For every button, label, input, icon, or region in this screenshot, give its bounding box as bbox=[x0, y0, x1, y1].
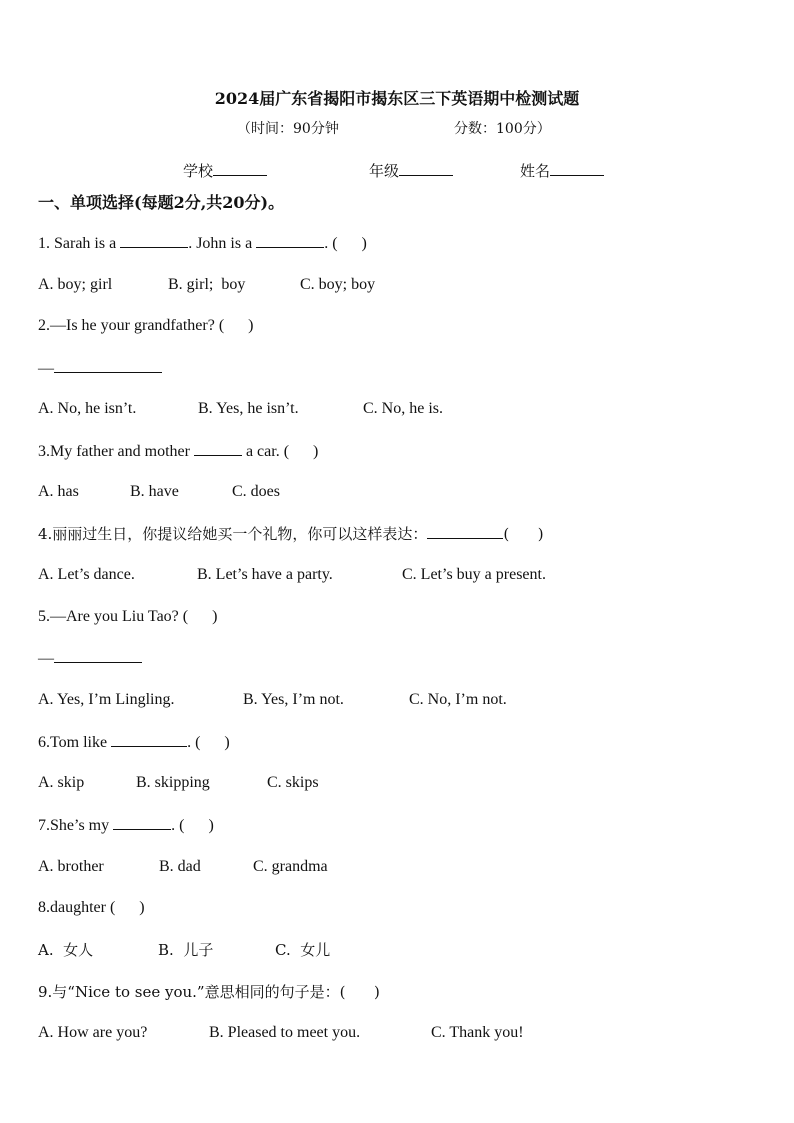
exam-info bbox=[0, 118, 794, 138]
question-5: 5.—Are you Liu Tao? ( ) bbox=[38, 608, 218, 625]
q1-blank-2[interactable] bbox=[256, 233, 324, 248]
q8-option-b[interactable]: B. 儿子 bbox=[158, 941, 214, 959]
q5-answer-line: — bbox=[38, 648, 142, 668]
q4-option-a[interactable]: A. Let’s dance. bbox=[38, 566, 135, 583]
q1-option-b[interactable]: B. girl; boy bbox=[168, 276, 246, 293]
grade-field[interactable] bbox=[369, 160, 453, 181]
q3-blank[interactable] bbox=[194, 441, 242, 456]
q8-option-c[interactable]: C. 女儿 bbox=[275, 941, 331, 959]
question-2: 2.—Is he your grandfather? ( ) bbox=[38, 317, 254, 334]
exam-title: 2024届广东省揭阳市揭东区三下英语期中检测试题 bbox=[214, 89, 580, 108]
q4-option-c[interactable]: C. Let’s buy a present. bbox=[402, 566, 546, 583]
q1-options bbox=[38, 275, 375, 295]
name-field[interactable] bbox=[520, 160, 604, 181]
q9-option-b[interactable]: B. Pleased to meet you. bbox=[209, 1024, 361, 1041]
student-fields bbox=[0, 160, 794, 180]
q6-options bbox=[38, 773, 319, 793]
q9-option-c[interactable]: C. Thank you! bbox=[431, 1024, 524, 1041]
q5-option-a[interactable]: A. Yes, I’m Lingling. bbox=[38, 691, 175, 708]
exam-score: 分数：100分） bbox=[454, 121, 551, 137]
q9-options bbox=[38, 1023, 524, 1043]
q1-option-c[interactable]: C. boy; boy bbox=[300, 276, 376, 293]
q1-blank-1[interactable] bbox=[120, 233, 188, 248]
section-heading: 一、单项选择(每题2分,共20分)。 bbox=[38, 193, 285, 212]
q6-option-b[interactable]: B. skipping bbox=[136, 774, 210, 791]
name-label: 姓名 bbox=[520, 162, 551, 180]
q2-answer-line: — bbox=[38, 358, 162, 378]
name-blank[interactable] bbox=[550, 161, 604, 176]
q6-option-a[interactable]: A. skip bbox=[38, 774, 85, 791]
q5-option-b[interactable]: B. Yes, I’m not. bbox=[243, 691, 344, 708]
q1-option-a[interactable]: A. boy; girl bbox=[38, 276, 113, 293]
q9-option-a[interactable]: A. How are you? bbox=[38, 1024, 148, 1041]
grade-blank[interactable] bbox=[399, 161, 453, 176]
q3-option-b[interactable]: B. have bbox=[130, 483, 179, 500]
q4-option-b[interactable]: B. Let’s have a party. bbox=[197, 566, 333, 583]
q7-option-a[interactable]: A. brother bbox=[38, 858, 104, 875]
q5-answer-blank[interactable] bbox=[54, 648, 142, 663]
q3-option-c[interactable]: C. does bbox=[232, 483, 280, 500]
q8-option-a[interactable]: A. 女人 bbox=[38, 941, 94, 959]
exam-time: （时间：90分钟 bbox=[237, 121, 339, 137]
question-4: 4.丽丽过生日，你提议给她买一个礼物，你可以这样表达： ( ) bbox=[38, 525, 544, 543]
school-field[interactable] bbox=[183, 160, 267, 181]
q2-option-a[interactable]: A. No, he isn’t. bbox=[38, 400, 137, 417]
question-3: 3.My father and mother a car. ( ) bbox=[38, 443, 319, 460]
q6-option-c[interactable]: C. skips bbox=[267, 774, 319, 791]
q2-options bbox=[38, 399, 443, 419]
q7-blank[interactable] bbox=[113, 815, 171, 830]
school-blank[interactable] bbox=[213, 161, 267, 176]
q7-options bbox=[38, 857, 328, 877]
q2-answer-blank[interactable] bbox=[54, 358, 162, 373]
question-1: 1. Sarah is a . John is a . ( ) bbox=[38, 235, 367, 252]
q5-option-c[interactable]: C. No, I’m not. bbox=[409, 691, 507, 708]
question-8: 8.daughter ( ) bbox=[38, 899, 145, 916]
grade-label: 年级 bbox=[369, 162, 400, 180]
question-9: 9.与“Nice to see you.”意思相同的句子是：( ) bbox=[38, 983, 380, 1001]
q7-option-b[interactable]: B. dad bbox=[159, 858, 201, 875]
q3-options bbox=[38, 482, 280, 502]
school-label: 学校 bbox=[183, 162, 214, 180]
q2-option-b[interactable]: B. Yes, he isn’t. bbox=[198, 400, 299, 417]
q7-option-c[interactable]: C. grandma bbox=[253, 858, 328, 875]
question-7: 7.She’s my . ( ) bbox=[38, 817, 214, 834]
q4-options bbox=[38, 565, 546, 585]
q6-blank[interactable] bbox=[111, 732, 187, 747]
q5-options bbox=[38, 690, 507, 710]
q8-options bbox=[38, 940, 330, 960]
question-6: 6.Tom like . ( ) bbox=[38, 734, 230, 751]
q3-option-a[interactable]: A. has bbox=[38, 483, 79, 500]
q2-option-c[interactable]: C. No, he is. bbox=[363, 400, 443, 417]
q4-blank[interactable] bbox=[427, 524, 503, 539]
